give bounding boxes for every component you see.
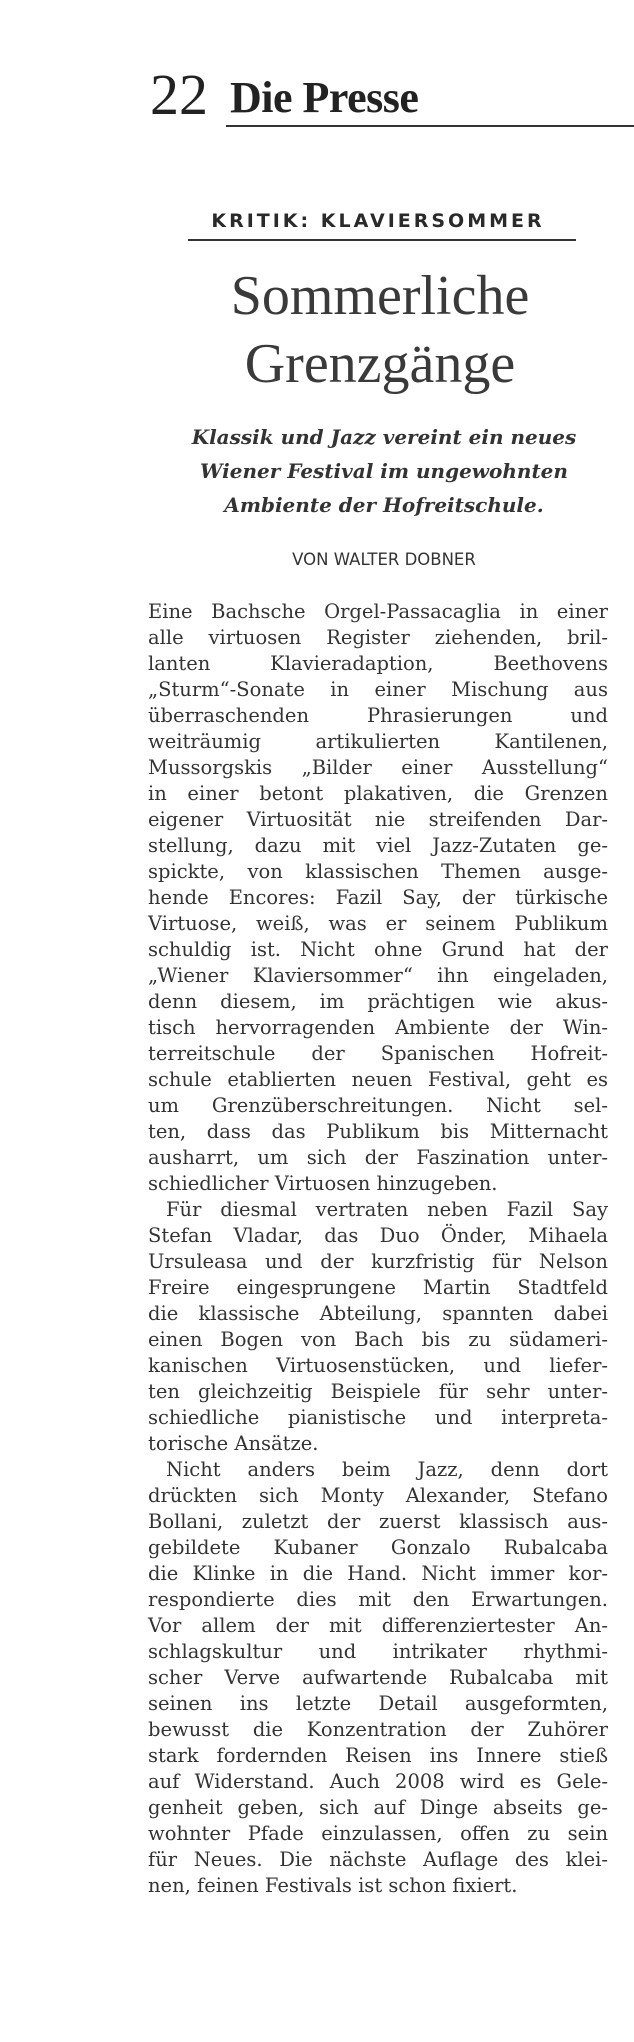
body-line: ausharrt, um sich der Faszination unter- <box>148 1146 608 1169</box>
masthead-rule <box>226 125 634 127</box>
body-line: Bollani, zuletzt der zuerst klassisch aus- <box>148 1510 608 1533</box>
body-line: überraschenden Phrasierungen und <box>148 704 608 727</box>
body-line: Mussorgskis „Bilder einer Ausstellung“ <box>148 756 608 779</box>
subhead-line: Ambiente der Hofreitschule. <box>224 493 544 517</box>
body-line: scher Verve aufwartende Rubalcaba mit <box>148 1666 608 1689</box>
body-line: Vor allem der mit differenziertester An- <box>148 1614 608 1637</box>
body-line: bewusst die Konzentration der Zuhörer <box>148 1718 608 1741</box>
body-line: Nicht anders beim Jazz, denn dort <box>166 1458 608 1481</box>
body-line: „Wiener Klaviersommer“ ihn eingeladen, <box>148 964 608 987</box>
page-number: 22 <box>150 62 208 127</box>
body-line: Ursuleasa und der kurzfristig für Nelson <box>148 1250 608 1273</box>
body-line: genheit geben, sich auf Dinge abseits ge- <box>148 1796 608 1819</box>
body-line: auf Widerstand. Auch 2008 wird es Gele- <box>148 1770 608 1793</box>
body-line: drückten sich Monty Alexander, Stefano <box>148 1484 608 1507</box>
article-headline <box>160 262 600 398</box>
article-kicker: KRITIK: KLAVIERSOMMER <box>211 210 545 232</box>
body-line: einen Bogen von Bach bis zu südameri- <box>148 1328 608 1351</box>
body-line: Freire eingesprungene Martin Stadtfeld <box>148 1276 608 1299</box>
body-line: schiedlicher Virtuosen hinzugeben. <box>148 1172 498 1195</box>
body-line: schuldig ist. Nicht ohne Grund hat der <box>148 938 608 961</box>
body-line: wohnter Pfade einzulassen, offen zu sein <box>148 1822 608 1845</box>
subhead-line: Wiener Festival im ungewohnten <box>200 459 568 483</box>
body-line: alle virtuosen Register ziehenden, bril- <box>148 626 608 649</box>
body-line: Stefan Vladar, das Duo Önder, Mihaela <box>148 1224 608 1247</box>
body-line: torische Ansätze. <box>148 1432 319 1455</box>
body-line: weiträumig artikulierten Kantilenen, <box>148 730 608 753</box>
body-line: schlagskultur und intrikater rhythmi- <box>148 1640 608 1663</box>
kicker-rule <box>188 239 576 241</box>
body-line: spickte, von klassischen Themen ausge- <box>148 860 608 883</box>
body-line: eigener Virtuosität nie streifenden Dar- <box>148 808 608 831</box>
body-line: stellung, dazu mit viel Jazz-Zutaten ge- <box>148 834 608 857</box>
body-line: denn diesem, im prächtigen wie akus- <box>148 990 608 1013</box>
subhead-line: Klassik und Jazz vereint ein neues <box>191 425 577 449</box>
body-line: seinen ins letzte Detail ausgeformten, <box>148 1692 608 1715</box>
body-line: hende Encores: Fazil Say, der türkische <box>148 886 608 909</box>
headline-line: Sommerliche <box>230 265 530 327</box>
article-subheadline <box>158 420 610 522</box>
body-line: schiedliche pianistische und interpreta- <box>148 1406 608 1429</box>
body-line: stark fordernden Reisen ins Innere stieß <box>148 1744 608 1767</box>
byline: VON WALTER DOBNER <box>292 550 476 569</box>
body-line: die klassische Abteilung, spannten dabei <box>148 1302 608 1325</box>
body-line: für Neues. Die nächste Auflage des klei- <box>148 1848 608 1871</box>
body-line: schule etablierten neuen Festival, geht es <box>148 1068 608 1091</box>
body-line: terreitschule der Spanischen Hofreit- <box>148 1042 608 1065</box>
body-line: in einer betont plakativen, die Grenzen <box>148 782 608 805</box>
body-line: nen, feinen Festivals ist schon fixiert. <box>148 1874 518 1897</box>
body-line: um Grenzüberschreitungen. Nicht sel- <box>148 1094 608 1117</box>
body-line: tisch hervorragenden Ambiente der Win- <box>148 1016 608 1039</box>
body-line: kanischen Virtuosenstücken, und liefer- <box>148 1354 608 1377</box>
body-line: ten, dass das Publikum bis Mitternacht <box>148 1120 608 1143</box>
article-body <box>148 599 608 1899</box>
headline-line: Grenzgänge <box>244 333 516 395</box>
body-line: respondierte dies mit den Erwartungen. <box>148 1588 608 1611</box>
newspaper-name: Die Presse <box>230 73 419 122</box>
body-line: gebildete Kubaner Gonzalo Rubalcaba <box>148 1536 608 1559</box>
body-line: Eine Bachsche Orgel-Passacaglia in einer <box>148 600 608 623</box>
body-line: „Sturm“-Sonate in einer Mischung aus <box>148 678 608 701</box>
body-line: die Klinke in die Hand. Nicht immer kor- <box>148 1562 608 1585</box>
body-line: Für diesmal vertraten neben Fazil Say <box>166 1198 608 1221</box>
masthead <box>150 60 634 130</box>
body-line: lanten Klavieradaption, Beethovens <box>148 652 608 675</box>
body-line: ten gleichzeitig Beispiele für sehr unter- <box>148 1380 608 1403</box>
body-line: Virtuose, weiß, was er seinem Publikum <box>148 912 608 935</box>
